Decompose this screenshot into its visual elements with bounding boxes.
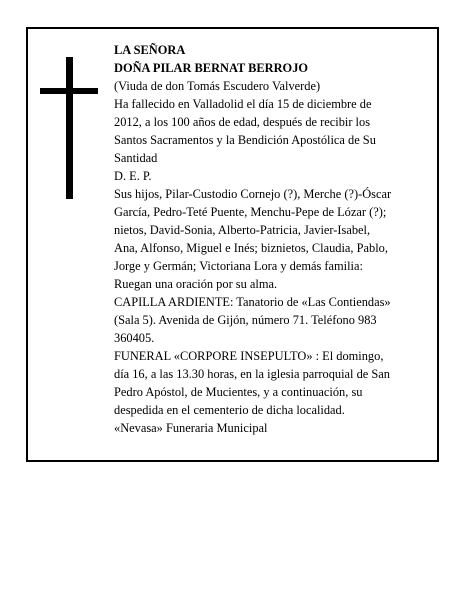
rip-line: D. E. P. (114, 169, 152, 183)
funeral-line: Pedro Apóstol, de Mucientes, y a continuación, su (114, 385, 363, 399)
funeral-line: despedida en el cementerio de dicha localidad. (114, 403, 345, 417)
cross-vertical-bar (66, 57, 73, 199)
notice-line: 2012, a los 100 años de edad, después de recibir los (114, 115, 371, 129)
family-line: Jorge y Germán; Victoriana Lora y demás familia: (114, 259, 363, 273)
deceased-name: DOÑA PILAR BERNAT BERROJO (114, 61, 309, 75)
family-line: García, Pedro-Teté Puente, Menchu-Pepe de Lózar (?); (114, 205, 387, 219)
cross-icon (40, 57, 98, 199)
notice-line: Ha fallecido en Valladolid el día 15 de diciembre de (114, 97, 372, 111)
notice-title: LA SEÑORA (114, 43, 186, 57)
family-line: Ana, Alfonso, Miguel e Inés; biznietos, Claudia, Pablo, (114, 241, 388, 255)
widow-note: (Viuda de don Tomás Escudero Valverde) (114, 79, 321, 93)
funeral-line: FUNERAL «CORPORE INSEPULTO» : El domingo, (114, 349, 384, 363)
funeral-line: día 16, a las 13.30 horas, en la iglesia parroquial de San (114, 367, 390, 381)
cross-horizontal-bar (40, 88, 98, 94)
family-line: Sus hijos, Pilar-Custodio Cornejo (?), Merche (?)-Óscar (114, 187, 392, 201)
funeral-home-line: «Nevasa» Funeraria Municipal (114, 421, 268, 435)
chapel-line: 360405. (114, 331, 155, 345)
family-line: nietos, David-Sonia, Alberto-Patricia, Javier-Isabel, (114, 223, 371, 237)
notice-line: Santidad (114, 151, 158, 165)
prayer-line: Ruegan una oración por su alma. (114, 277, 278, 291)
chapel-line: CAPILLA ARDIENTE: Tanatorio de «Las Contiendas» (114, 295, 391, 309)
notice-line: Santos Sacramentos y la Bendición Apostólica de Su (114, 133, 376, 147)
chapel-line: (Sala 5). Avenida de Gijón, número 71. Teléfono 983 (114, 313, 377, 327)
obituary-notice (26, 27, 439, 462)
notice-text (114, 41, 420, 437)
